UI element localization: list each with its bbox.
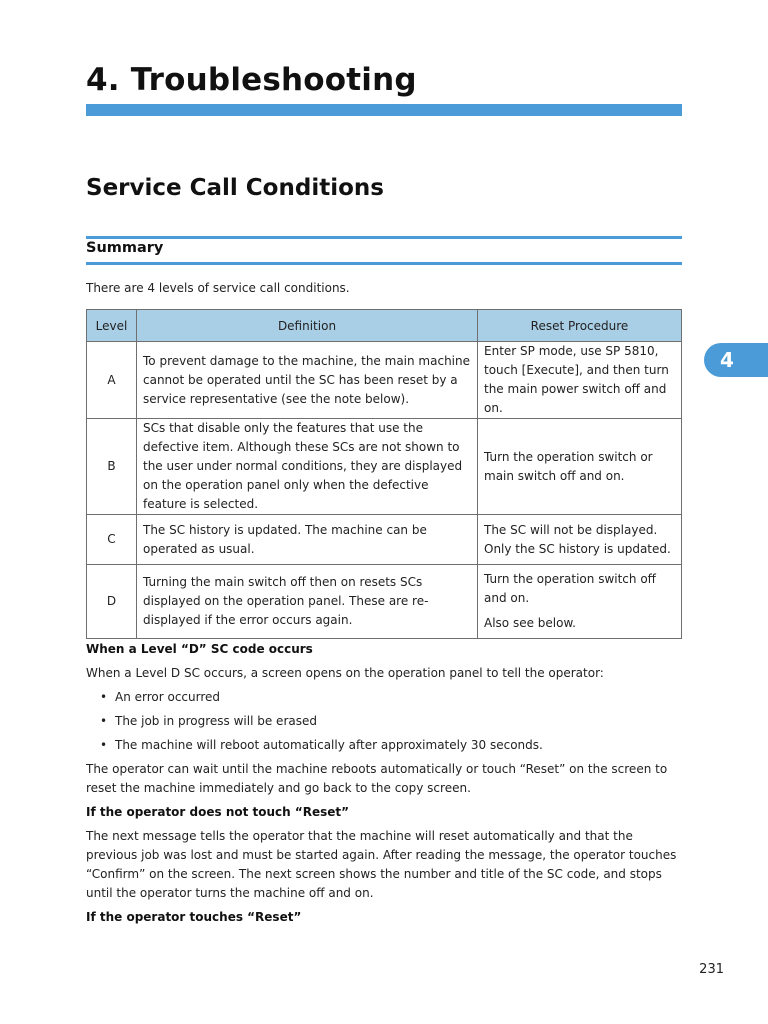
bullet-icon: • <box>100 690 108 704</box>
column-header-definition: Definition <box>137 310 478 342</box>
list-item <box>86 736 686 755</box>
reset-procedure-note: Also see below. <box>484 616 576 630</box>
level-cell: B <box>87 419 137 515</box>
list-item-text: The job in progress will be erased <box>115 714 317 728</box>
summary-rule-top <box>86 236 682 239</box>
table-row <box>87 342 682 419</box>
table-header-row <box>87 310 682 342</box>
column-header-level: Level <box>87 310 137 342</box>
level-d-section <box>86 640 686 932</box>
reset-procedure-text: Turn the operation switch off and on. <box>484 572 656 605</box>
level-d-after-text: The operator can wait until the machine reboots automatically or touch “Reset” on the screen to reset the machine immediately and go back to the copy screen. <box>86 762 668 795</box>
level-d-bullet-list <box>86 688 686 755</box>
definition-cell: The SC history is updated. The machine can be operated as usual. <box>137 515 478 565</box>
reset-procedure-cell <box>478 419 682 515</box>
table-row <box>87 419 682 515</box>
reset-procedure-text: Turn the operation switch or main switch off and on. <box>484 449 653 483</box>
list-item-text: The machine will reboot automatically after approximately 30 seconds. <box>115 738 543 752</box>
chapter-title-bar <box>86 104 682 116</box>
no-touch-text: The next message tells the operator that the machine will reset automatically and that the previous job was lost and must be started again. After reading the message, the operator touches “Confirm” on the screen. The next screen shows the number and title of the SC code, and stops until the operator turns the machine off and on. <box>86 829 677 900</box>
no-touch-heading: If the operator does not touch “Reset” <box>86 805 350 819</box>
summary-intro: There are 4 levels of service call conditions. <box>86 281 350 295</box>
chapter-title: 4. Troubleshooting <box>86 62 417 98</box>
reset-procedure-cell <box>478 565 682 639</box>
section-title: Service Call Conditions <box>86 175 384 201</box>
service-call-levels-table <box>86 309 682 639</box>
list-item <box>86 712 686 731</box>
summary-heading: Summary <box>86 240 164 256</box>
table-row <box>87 565 682 639</box>
chapter-tab: 4 <box>704 343 768 377</box>
table-row <box>87 515 682 565</box>
list-item-text: An error occurred <box>115 690 221 704</box>
definition-cell: Turning the main switch off then on resets SCs displayed on the operation panel. These are re-displayed if the error occurs again. <box>137 565 478 639</box>
reset-procedure-text: The SC will not be displayed. Only the SC history is updated. <box>484 522 671 556</box>
level-cell: C <box>87 515 137 565</box>
reset-procedure-cell <box>478 515 682 565</box>
level-d-heading: When a Level “D” SC code occurs <box>86 642 313 656</box>
reset-procedure-text: Enter SP mode, use SP 5810, touch [Execute], and then turn the main power switch off and on. <box>484 344 669 415</box>
level-cell: A <box>87 342 137 419</box>
bullet-icon: • <box>100 738 108 752</box>
level-cell: D <box>87 565 137 639</box>
column-header-reset-procedure: Reset Procedure <box>478 310 682 342</box>
touch-reset-heading: If the operator touches “Reset” <box>86 910 302 924</box>
list-item <box>86 688 686 707</box>
definition-cell: SCs that disable only the features that use the defective item. Although these SCs are not shown to the user under normal conditions, they are displayed on the operation panel only when the defective feature is selected. <box>137 419 478 515</box>
page-number: 231 <box>699 962 724 977</box>
level-d-intro: When a Level D SC occurs, a screen opens on the operation panel to tell the operator: <box>86 666 604 680</box>
reset-procedure-cell <box>478 342 682 419</box>
bullet-icon: • <box>100 714 108 728</box>
summary-rule-bottom <box>86 262 682 265</box>
definition-cell: To prevent damage to the machine, the main machine cannot be operated until the SC has been reset by a service representative (see the note below). <box>137 342 478 419</box>
